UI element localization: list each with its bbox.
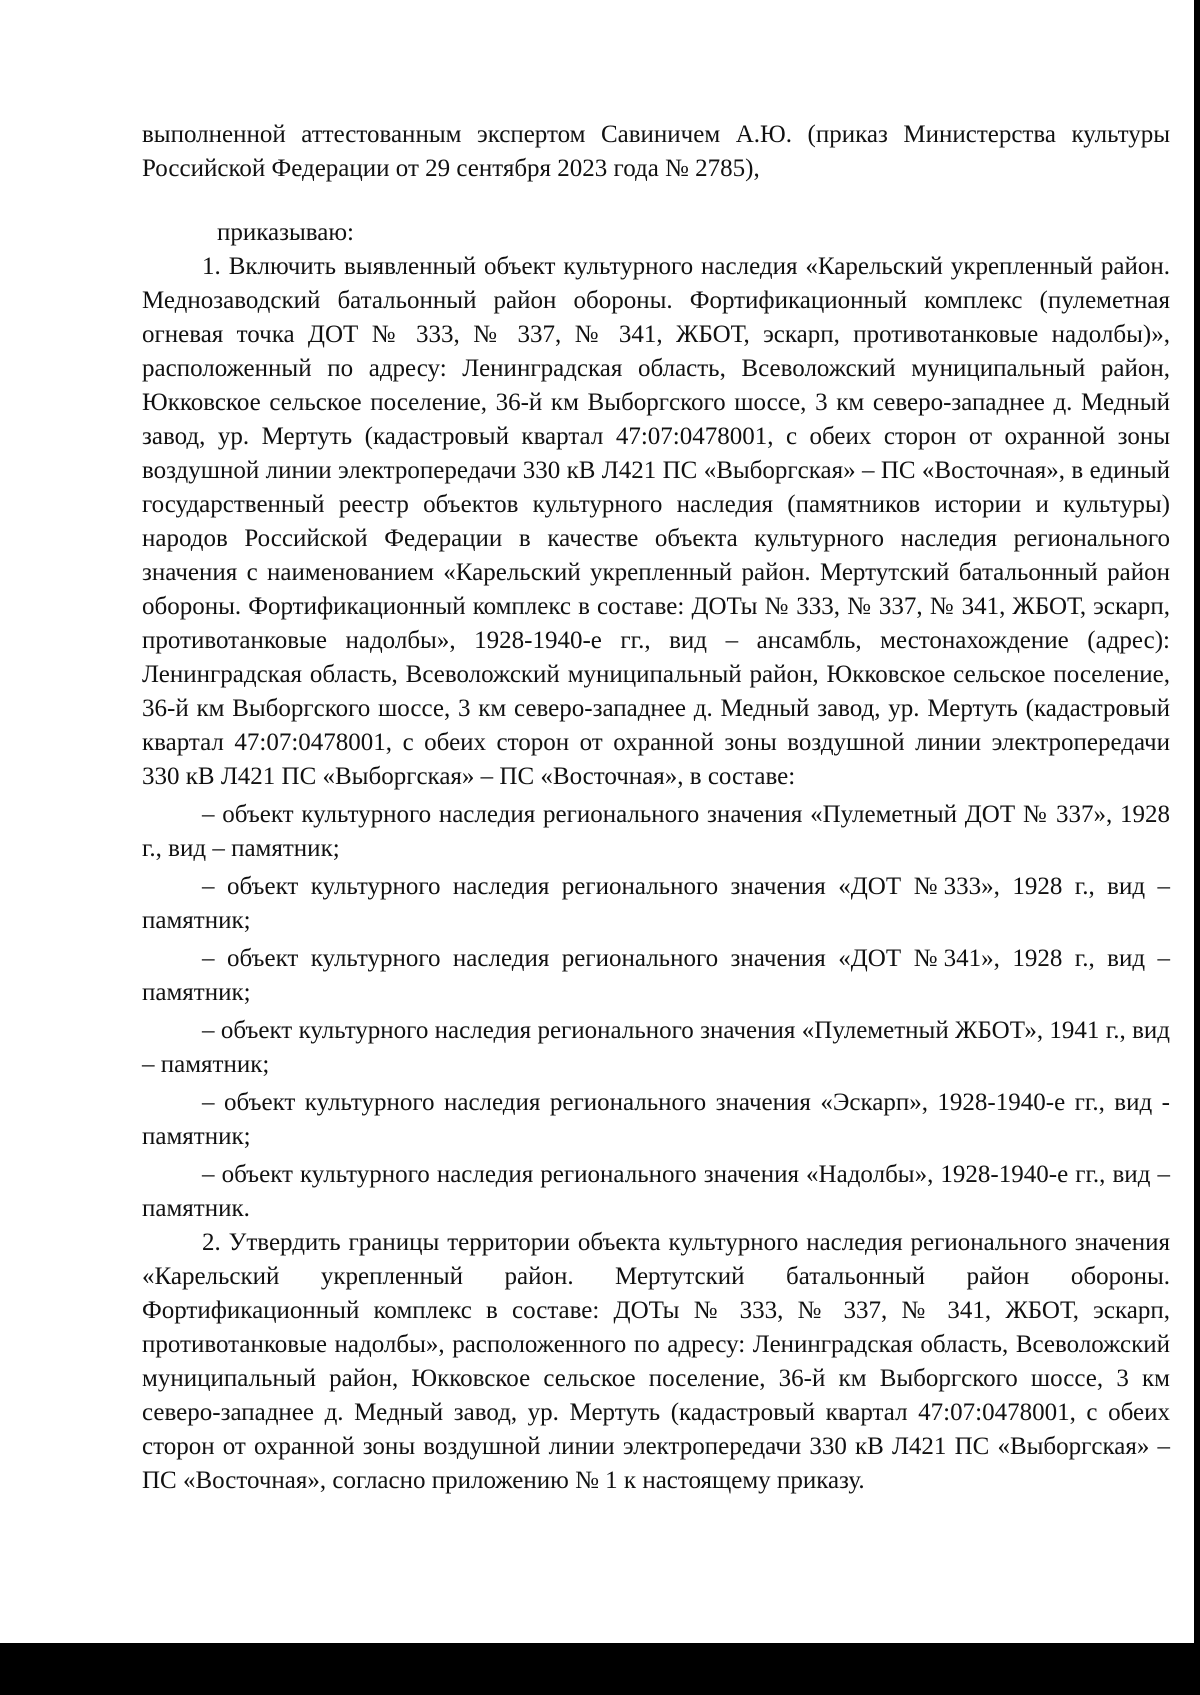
- list-item: – объект культурного наследия регионального значения «Эскарп», 1928-1940-е гг., вид - памятник;: [142, 1089, 1170, 1150]
- list-item: – объект культурного наследия регионального значения «ДОТ №333», 1928 г., вид – памятник;: [142, 873, 1170, 934]
- list-item: – объект культурного наследия регионального значения «ДОТ №341», 1928 г., вид – памятник;: [142, 945, 1170, 1006]
- item-2-paragraph: 2. Утвердить границы территории объекта культурного наследия регионального значения «Карельский укрепленный район. Мертутский батальонный район обороны. Фортификационный комплекс в составе: ДОТы № 333, № 337, № 341, ЖБОТ, эскарп, противотанковые надолбы», расположенного по адресу: Ленинградская область, Всеволожский муниципальный район, Юкковское сельское поселение, 36-й км Выборгского шоссе, 3 км северо-западнее д. Медный завод, ур. Мертуть (кадастровый квартал 47:07:0478001, с обеих сторон от охранной зоны воздушной линии электропередачи 330 кВ Л421 ПС «Выборгская» – ПС «Восточная», согласно приложению № 1 к настоящему приказу.: [142, 1229, 1170, 1494]
- document-body: [142, 118, 1170, 1498]
- scan-bottom-border: [0, 1643, 1200, 1695]
- list-item: – объект культурного наследия регионального значения «Надолбы», 1928-1940-е гг., вид – памятник.: [142, 1161, 1170, 1222]
- scan-right-edge: [1194, 0, 1200, 1695]
- item-1-paragraph: 1. Включить выявленный объект культурного наследия «Карельский укрепленный район. Меднозаводский батальонный район обороны. Фортификационный комплекс (пулеметная огневая точка ДОТ № 333, № 337, № 341, ЖБОТ, эскарп, противотанковые надолбы)», расположенный по адресу: Ленинградская область, Всеволожский муниципальный район, Юкковское сельское поселение, 36-й км Выборгского шоссе, 3 км северо-западнее д. Медный завод, ур. Мертуть (кадастровый квартал 47:07:0478001, с обеих сторон от охранной зоны воздушной линии электропередачи 330 кВ Л421 ПС «Выборгская» – ПС «Восточная», в единый государственный реестр объектов культурного наследия (памятников истории и культуры) народов Российской Федерации в качестве объекта культурного наследия регионального значения с наименованием «Карельский укрепленный район. Мертутский батальонный район обороны. Фортификационный комплекс в составе: ДОТы № 333, № 337, № 341, ЖБОТ, эскарп, противотанковые надолбы», 1928-1940-е гг., вид – ансамбль, местонахождение (адрес): Ленинградская область, Всеволожский муниципальный район, Юкковское сельское поселение, 36-й км Выборгского шоссе, 3 км северо-западнее д. Медный завод, ур. Мертуть (кадастровый квартал 47:07:0478001, с обеих сторон от охранной зоны воздушной линии электропередачи 330 кВ Л421 ПС «Выборгская» – ПС «Восточная», в составе:: [142, 253, 1170, 790]
- list-item: – объект культурного наследия регионального значения «Пулеметный ЖБОТ», 1941 г., вид – памятник;: [142, 1017, 1170, 1078]
- intro-paragraph: выполненной аттестованным экспертом Савиничем А.Ю. (приказ Министерства культуры Российской Федерации от 29 сентября 2023 года № 2785),: [142, 121, 1170, 182]
- decree-line: приказываю:: [217, 219, 354, 246]
- list-item: – объект культурного наследия регионального значения «Пулеметный ДОТ № 337», 1928 г., вид – памятник;: [142, 801, 1170, 862]
